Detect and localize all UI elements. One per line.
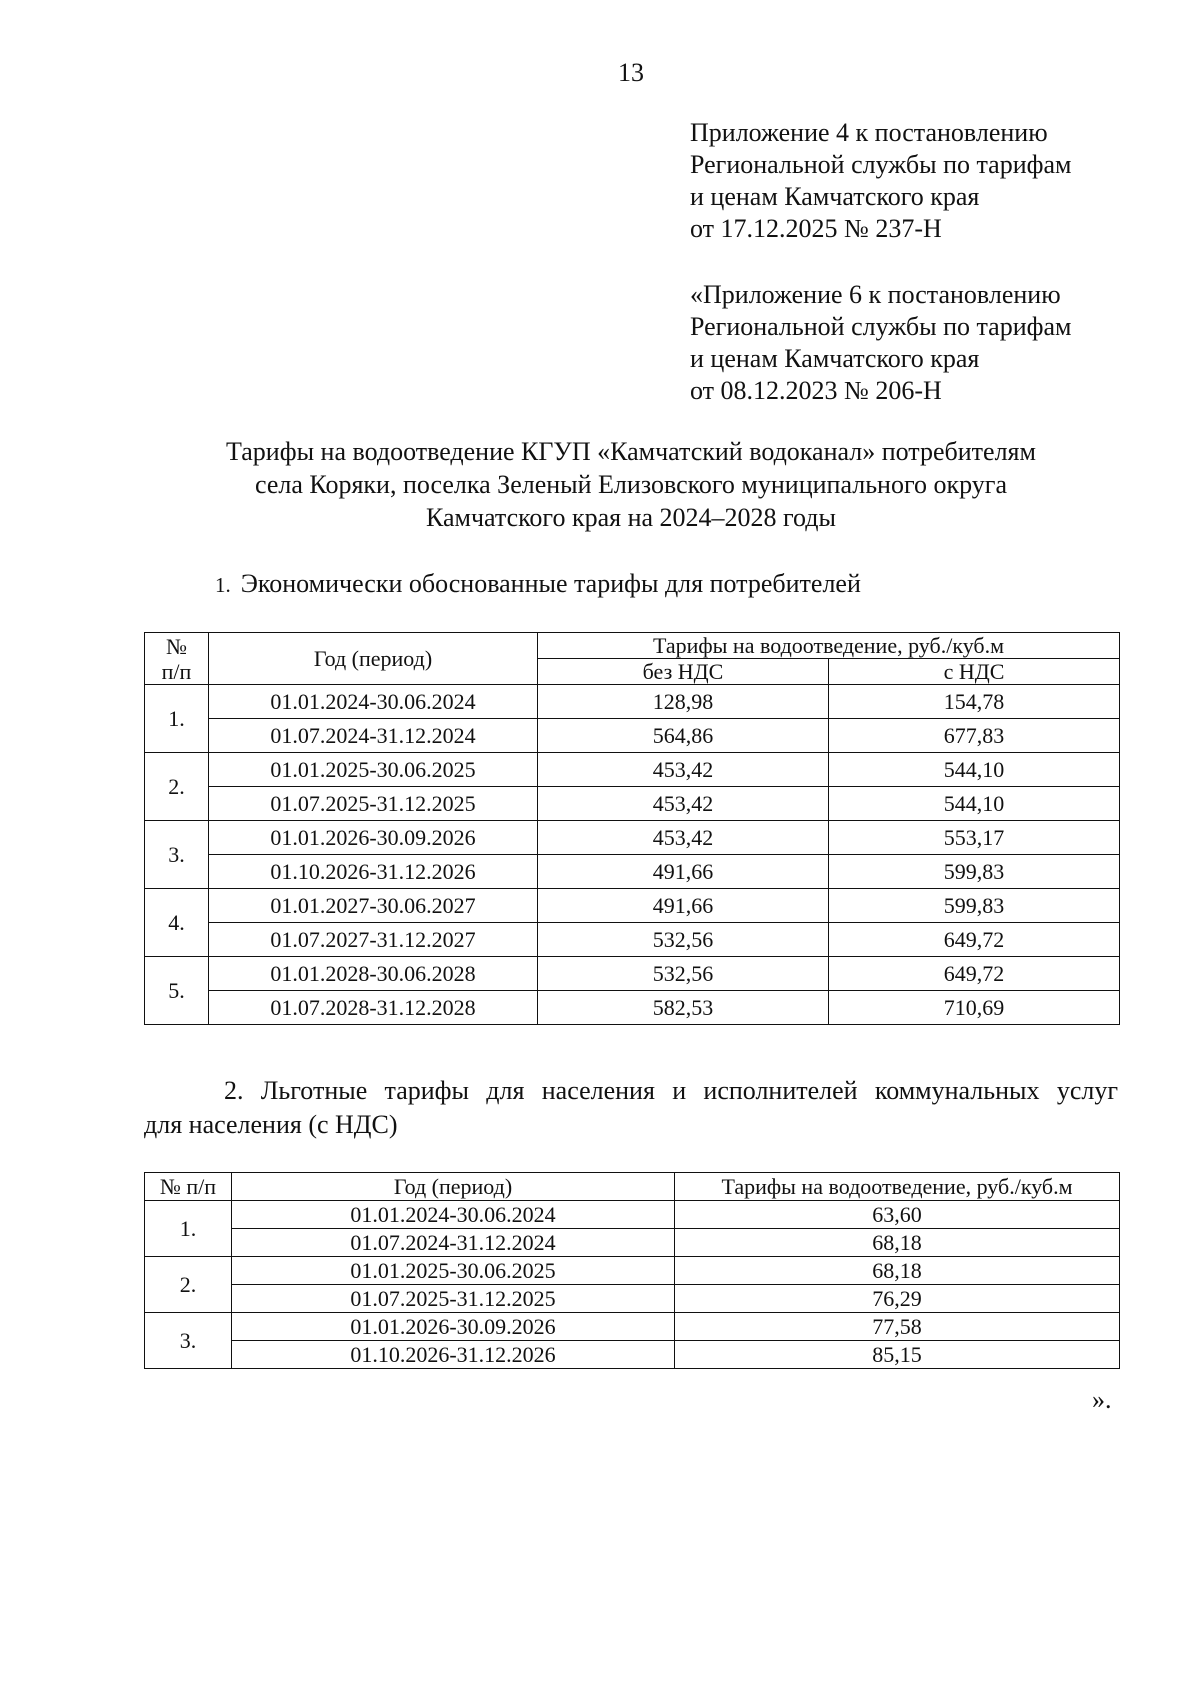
table-row [145,753,1120,787]
table-row [145,1341,1120,1369]
appendix-header-current [690,117,1071,245]
page-number: 13 [618,58,644,87]
table-row [145,1257,1120,1285]
title-line: Тарифы на водоотведение КГУП «Камчатский водоканал» потребителям [226,437,1036,466]
period-cell: 01.01.2025-30.06.2025 [232,1257,675,1285]
section1-heading-text: Экономически обоснованные тарифы для потребителей [240,569,861,598]
header-period-cell: Год (период) [209,633,538,685]
period-cell: 01.01.2025-30.06.2025 [209,753,538,787]
document-title [144,435,1118,534]
section2-heading-line: для населения (с НДС) [144,1110,398,1139]
tariff-with-vat-cell: 544,10 [829,753,1120,787]
closing-quote: ». [1092,1385,1112,1414]
row-number-cell: 4. [145,889,209,957]
tariff-with-vat-cell: 599,83 [829,889,1120,923]
tariff-without-vat-cell: 491,66 [538,855,829,889]
period-cell: 01.07.2024-31.12.2024 [232,1229,675,1257]
tariff-with-vat-cell: 599,83 [829,855,1120,889]
table-row [145,889,1120,923]
table-row [145,787,1120,821]
period-cell: 01.01.2028-30.06.2028 [209,957,538,991]
row-number-cell: 5. [145,957,209,1025]
header-without-vat-cell: без НДС [538,659,829,685]
period-cell: 01.01.2027-30.06.2027 [209,889,538,923]
title-line: Камчатского края на 2024–2028 годы [425,503,837,532]
period-cell: 01.10.2026-31.12.2026 [209,855,538,889]
tariff-without-vat-cell: 564,86 [538,719,829,753]
section1-heading [215,569,861,599]
tariff-cell: 77,58 [675,1313,1120,1341]
row-number-cell: 2. [145,1257,232,1313]
section1-number: 1. [215,573,231,597]
row-number-cell: 2. [145,753,209,821]
tariff-cell: 63,60 [675,1201,1120,1229]
section2-heading [144,1074,1118,1142]
table-row [145,991,1120,1025]
table-row [145,957,1120,991]
tariff-cell: 68,18 [675,1257,1120,1285]
row-number-cell: 3. [145,1313,232,1369]
tariff-with-vat-cell: 677,83 [829,719,1120,753]
tariff-without-vat-cell: 582,53 [538,991,829,1025]
period-cell: 01.07.2025-31.12.2025 [232,1285,675,1313]
tariff-without-vat-cell: 491,66 [538,889,829,923]
period-cell: 01.01.2024-30.06.2024 [232,1201,675,1229]
tariff-without-vat-cell: 128,98 [538,685,829,719]
table-row [145,1285,1120,1313]
period-cell: 01.07.2028-31.12.2028 [209,991,538,1025]
tariff-without-vat-cell: 453,42 [538,787,829,821]
tariff-without-vat-cell: 532,56 [538,957,829,991]
appendix-line: от 08.12.2023 № 206-Н [690,376,942,405]
appendix-line: и ценам Камчатского края [690,182,980,211]
header-tariffs-cell: Тарифы на водоотведение, руб./куб.м [675,1173,1120,1201]
appendix-line: Региональной службы по тарифам [690,150,1072,179]
period-cell: 01.01.2026-30.09.2026 [209,821,538,855]
row-number-cell: 1. [145,1201,232,1257]
period-cell: 01.07.2024-31.12.2024 [209,719,538,753]
tariff-with-vat-cell: 553,17 [829,821,1120,855]
appendix-line: и ценам Камчатского края [690,344,980,373]
table-header-row [145,633,1120,659]
row-number-cell: 1. [145,685,209,753]
appendix-line: «Приложение 6 к постановлению [690,280,1061,309]
tariff-with-vat-cell: 649,72 [829,957,1120,991]
period-cell: 01.01.2026-30.09.2026 [232,1313,675,1341]
table-row [145,685,1120,719]
tariff-with-vat-cell: 649,72 [829,923,1120,957]
appendix-header-previous [690,279,1071,407]
section2-heading-line: 2. Льготные тарифы для населения и исполнителей коммунальных услуг [224,1076,1118,1105]
header-num-cell [145,633,209,685]
period-cell: 01.07.2025-31.12.2025 [209,787,538,821]
header-num-line: п/п [161,658,192,684]
preferential-tariffs-table [144,1172,1120,1369]
header-period-cell: Год (период) [232,1173,675,1201]
header-tariffs-cell: Тарифы на водоотведение, руб./куб.м [538,633,1120,659]
table-row [145,821,1120,855]
table-row [145,719,1120,753]
tariff-without-vat-cell: 532,56 [538,923,829,957]
period-cell: 01.01.2024-30.06.2024 [209,685,538,719]
table-header-row [145,1173,1120,1201]
appendix-line: от 17.12.2025 № 237-Н [690,214,942,243]
appendix-line: Региональной службы по тарифам [690,312,1072,341]
tariff-with-vat-cell: 710,69 [829,991,1120,1025]
table-row [145,1229,1120,1257]
header-with-vat-cell: с НДС [829,659,1120,685]
row-number-cell: 3. [145,821,209,889]
table-row [145,923,1120,957]
title-line: села Коряки, поселка Зеленый Елизовского муниципального округа [255,470,1007,499]
table-row [145,1313,1120,1341]
appendix-line: Приложение 4 к постановлению [690,118,1048,147]
tariff-without-vat-cell: 453,42 [538,753,829,787]
header-num-cell: № п/п [145,1173,232,1201]
table-row [145,1201,1120,1229]
economic-tariffs-table [144,632,1120,1025]
tariff-with-vat-cell: 544,10 [829,787,1120,821]
tariff-cell: 68,18 [675,1229,1120,1257]
table-row [145,855,1120,889]
period-cell: 01.07.2027-31.12.2027 [209,923,538,957]
tariff-cell: 85,15 [675,1341,1120,1369]
period-cell: 01.10.2026-31.12.2026 [232,1341,675,1369]
tariff-with-vat-cell: 154,78 [829,685,1120,719]
tariff-without-vat-cell: 453,42 [538,821,829,855]
header-num-line: № [166,633,187,659]
tariff-cell: 76,29 [675,1285,1120,1313]
